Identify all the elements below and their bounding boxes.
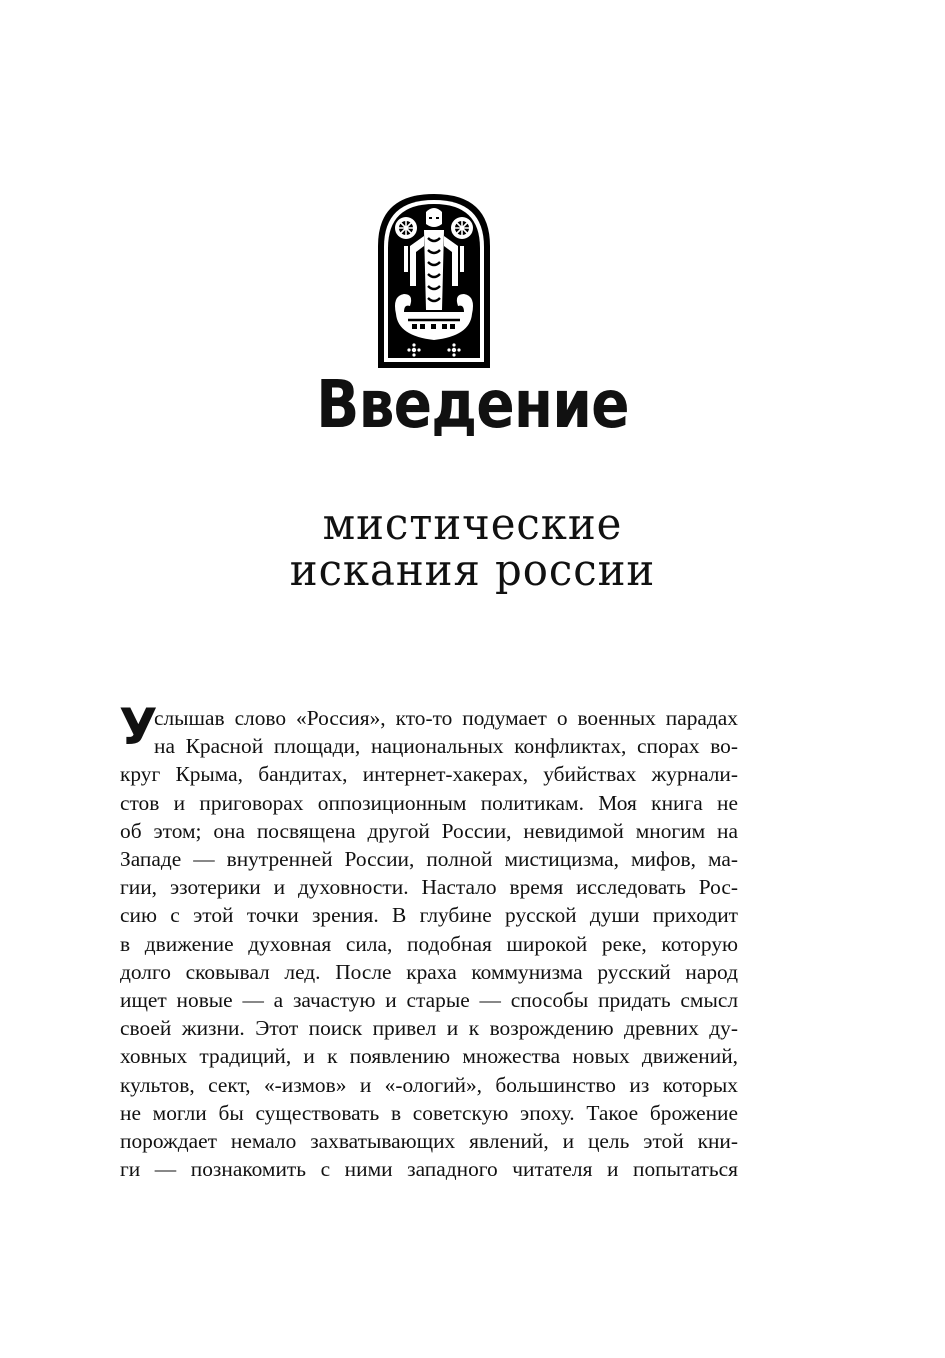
text-line: долго сковывал лед. После краха коммунизма русский народ xyxy=(120,959,738,984)
text-line: Западе — внутренней России, полной мистицизма, мифов, ма- xyxy=(120,847,738,872)
text-line: ищет новые — а зачастую и старые — способы придать смысл xyxy=(120,988,738,1013)
text-line: своей жизни. Этот поиск привел и к возрождению древних ду- xyxy=(120,1016,738,1041)
subtitle-line-1: мистические xyxy=(322,499,623,550)
text-line: слышав слово «Россия», кто-то подумает о военных парадах xyxy=(154,706,738,730)
drop-cap: У xyxy=(119,698,158,756)
text-line: гии, эзотерики и духовности. Настало время исследовать Рос- xyxy=(120,875,738,900)
slavic-idol-boat-emblem-icon xyxy=(374,190,494,370)
text-line: порождает немало захватывающих явлений, и цель этой кни- xyxy=(120,1129,738,1154)
text-line: в движение духовная сила, подобная широкой реке, которую xyxy=(120,931,738,956)
chapter-title: Введение xyxy=(316,366,629,443)
text-line: культов, сект, «-измов» и «-ологий», большинство из которых xyxy=(120,1072,738,1097)
body-paragraph xyxy=(119,698,738,1183)
text-line: об этом; она посвящена другой России, невидимой многим на xyxy=(120,818,738,843)
chapter-subtitle xyxy=(0,499,945,596)
text-line: сию с этой точки зрения. В глубине русской души приходит xyxy=(120,903,738,928)
text-line: ховных традиций, и к появлению множества новых движений, xyxy=(120,1044,738,1069)
text-line: стов и приговорах оппозиционным политикам. Моя книга не xyxy=(120,790,738,815)
text-line: на Красной площади, национальных конфликтах, спорах во- xyxy=(154,734,738,759)
subtitle-line-2: искания россии xyxy=(289,545,656,596)
text-line: ги — познакомить с ними западного читателя и попытаться xyxy=(120,1157,738,1182)
text-line: круг Крыма, бандитах, интернет-хакерах, убийствах журнали- xyxy=(120,762,738,787)
text-line: не могли бы существовать в советскую эпоху. Такое брожение xyxy=(120,1100,738,1125)
